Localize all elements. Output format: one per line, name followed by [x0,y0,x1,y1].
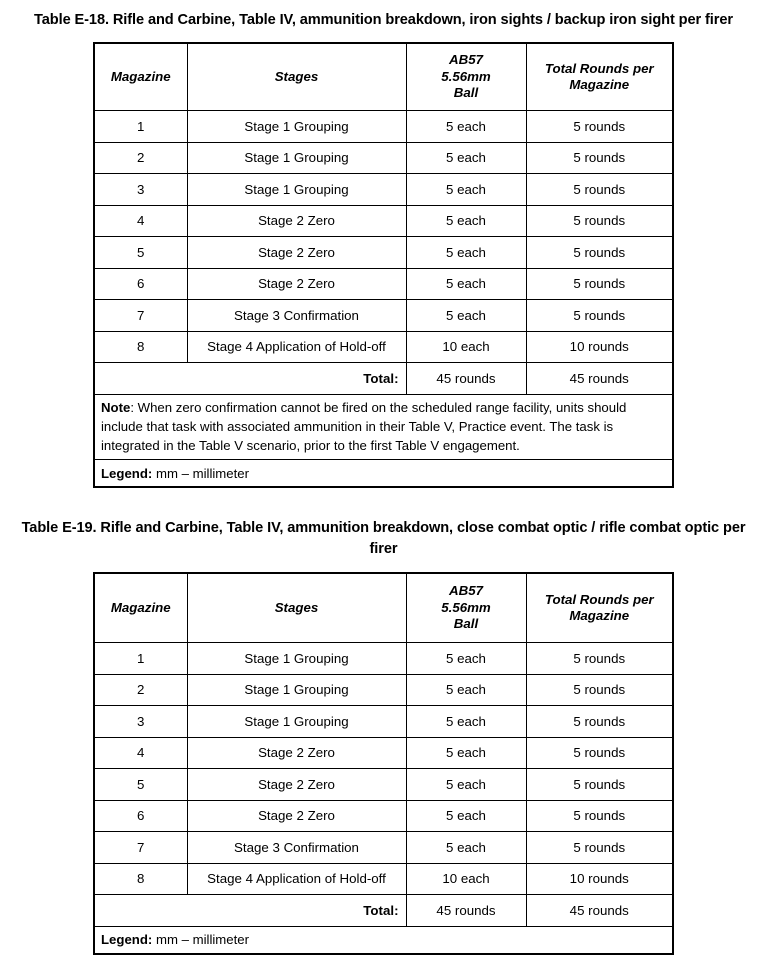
total-ab57: 45 rounds [406,895,526,927]
cell-magazine: 2 [94,674,187,706]
column-header-ab57-line2: 5.56mm [441,599,491,615]
cell-stages: Stage 2 Zero [187,769,406,801]
cell-magazine: 5 [94,769,187,801]
table-row [94,643,673,675]
legend-text: mm – millimeter [152,465,250,481]
table-e-18-header [94,43,673,111]
table-e-19-title: Table E-19. Rifle and Carbine, Table IV, ammunition breakdown, close combat optic / rifle combat optic per firer [21,520,746,557]
cell-magazine: 2 [94,142,187,174]
cell-ab57: 5 each [406,174,526,206]
cell-stages: Stage 3 Confirmation [187,300,406,332]
table-row [94,268,673,300]
cell-stages: Stage 4 Application of Hold-off [187,331,406,363]
cell-ab57: 5 each [406,300,526,332]
table-row [94,832,673,864]
column-header-total-rounds [526,573,673,643]
cell-stages: Stage 1 Grouping [187,111,406,143]
cell-stages: Stage 1 Grouping [187,674,406,706]
cell-total: 5 rounds [526,832,673,864]
note-text: When zero confirmation cannot be fired on the scheduled range facility, units should include that task with associated ammunition in their Table V, Practice event. The task is integrated in the Table V scenario, prior to the first Table V engagement. [101,399,627,453]
cell-ab57: 5 each [406,800,526,832]
legend-row [94,460,673,488]
cell-total: 5 rounds [526,111,673,143]
cell-ab57: 5 each [406,205,526,237]
column-header-ab57 [406,573,526,643]
note-label: Note [101,399,131,415]
cell-ab57: 5 each [406,111,526,143]
cell-ab57: 5 each [406,674,526,706]
cell-stages: Stage 2 Zero [187,268,406,300]
table-row [94,674,673,706]
column-header-magazine: Magazine [94,43,187,111]
cell-ab57: 5 each [406,832,526,864]
legend-cell [94,926,673,954]
column-header-ab57-line3: Ball [453,616,479,632]
cell-ab57: 10 each [406,331,526,363]
table-row [94,111,673,143]
table-block-e-18 [0,10,767,488]
cell-total: 5 rounds [526,300,673,332]
column-header-total-line1: Total Rounds per [544,591,654,607]
table-row [94,706,673,738]
column-header-total-line2: Magazine [569,77,630,92]
column-header-ab57-line1: AB57 [449,583,483,599]
table-row [94,769,673,801]
cell-stages: Stage 1 Grouping [187,174,406,206]
table-row [94,800,673,832]
cell-ab57: 5 each [406,769,526,801]
header-row [94,573,673,643]
cell-ab57: 10 each [406,863,526,895]
note-separator: : [130,399,138,415]
cell-magazine: 3 [94,174,187,206]
total-rounds: 45 rounds [526,363,673,395]
cell-stages: Stage 2 Zero [187,737,406,769]
table-row [94,205,673,237]
total-label: Total: [94,895,406,927]
cell-magazine: 7 [94,300,187,332]
note-row [94,394,673,460]
legend-label: Legend: [101,932,153,947]
total-row [94,895,673,927]
column-header-total-line1: Total Rounds per [544,60,654,76]
table-row [94,174,673,206]
cell-total: 5 rounds [526,674,673,706]
table-e-19-body [94,643,673,954]
table-block-e-19 [0,518,767,955]
table-e-19 [93,572,674,955]
column-header-ab57 [406,43,526,111]
cell-stages: Stage 1 Grouping [187,142,406,174]
note-cell [94,394,673,460]
cell-magazine: 8 [94,331,187,363]
cell-ab57: 5 each [406,706,526,738]
table-row [94,300,673,332]
cell-ab57: 5 each [406,142,526,174]
table-row [94,331,673,363]
cell-magazine: 4 [94,737,187,769]
header-row [94,43,673,111]
cell-stages: Stage 3 Confirmation [187,832,406,864]
total-label: Total: [94,363,406,395]
table-row [94,142,673,174]
column-header-stages: Stages [187,573,406,643]
legend-label: Legend: [101,465,153,481]
cell-stages: Stage 2 Zero [187,800,406,832]
table-e-19-header [94,573,673,643]
cell-magazine: 6 [94,268,187,300]
total-rounds: 45 rounds [526,895,673,927]
table-e-18-body [94,111,673,488]
cell-magazine: 4 [94,205,187,237]
total-ab57: 45 rounds [406,363,526,395]
column-header-ab57-line1: AB57 [449,52,483,68]
table-e-18-title: Table E-18. Rifle and Carbine, Table IV, ammunition breakdown, iron sights / backup iron sight per firer [34,12,733,28]
cell-stages: Stage 1 Grouping [187,706,406,738]
cell-magazine: 1 [94,111,187,143]
cell-magazine: 6 [94,800,187,832]
cell-total: 5 rounds [526,268,673,300]
cell-total: 5 rounds [526,142,673,174]
cell-total: 5 rounds [526,706,673,738]
table-row [94,863,673,895]
column-header-ab57-line3: Ball [453,85,479,101]
cell-total: 10 rounds [526,331,673,363]
cell-magazine: 3 [94,706,187,738]
legend-cell [94,460,673,488]
table-row [94,737,673,769]
cell-ab57: 5 each [406,643,526,675]
cell-stages: Stage 2 Zero [187,237,406,269]
cell-total: 5 rounds [526,769,673,801]
cell-total: 5 rounds [526,237,673,269]
total-row [94,363,673,395]
cell-ab57: 5 each [406,237,526,269]
cell-stages: Stage 1 Grouping [187,643,406,675]
cell-stages: Stage 4 Application of Hold-off [187,863,406,895]
cell-total: 10 rounds [526,863,673,895]
cell-ab57: 5 each [406,268,526,300]
legend-row [94,926,673,954]
column-header-ab57-line2: 5.56mm [441,68,491,84]
cell-stages: Stage 2 Zero [187,205,406,237]
cell-magazine: 7 [94,832,187,864]
column-header-total-rounds [526,43,673,111]
cell-ab57: 5 each [406,737,526,769]
table-e-18 [93,42,674,488]
column-header-stages: Stages [187,43,406,111]
cell-magazine: 8 [94,863,187,895]
table-row [94,237,673,269]
cell-total: 5 rounds [526,643,673,675]
cell-magazine: 5 [94,237,187,269]
column-header-magazine: Magazine [94,573,187,643]
cell-total: 5 rounds [526,737,673,769]
cell-magazine: 1 [94,643,187,675]
cell-total: 5 rounds [526,205,673,237]
cell-total: 5 rounds [526,800,673,832]
legend-text: mm – millimeter [152,932,250,947]
column-header-total-line2: Magazine [569,608,630,623]
cell-total: 5 rounds [526,174,673,206]
